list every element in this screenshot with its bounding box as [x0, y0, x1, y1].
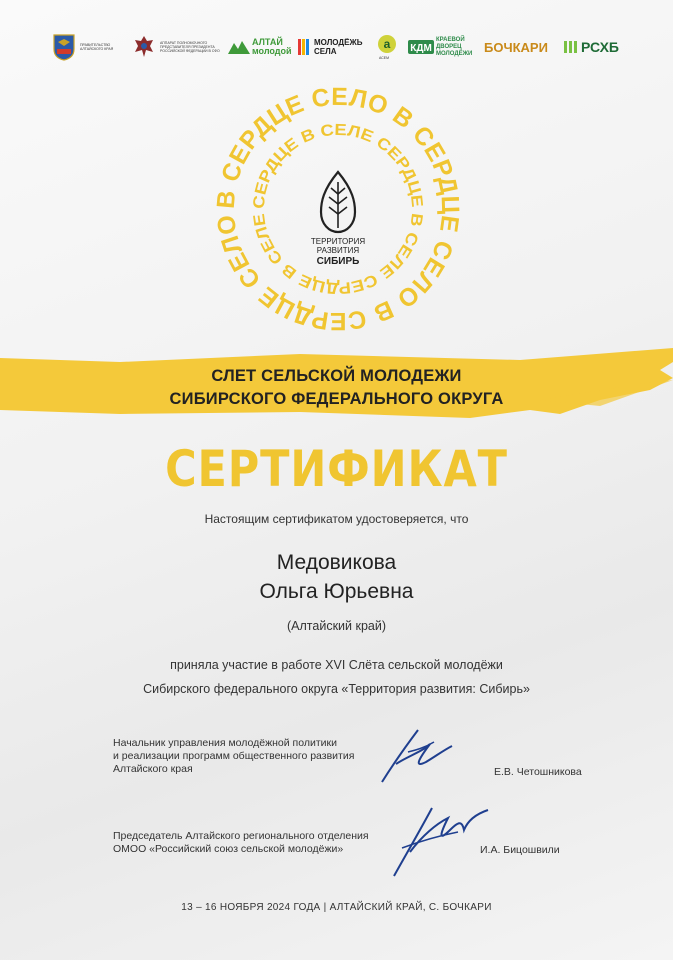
- altai-government-caption: ПРАВИТЕЛЬСТВО АЛТАЙСКОГО КРАЯ: [80, 43, 114, 51]
- plenipotentiary-emblem: [132, 30, 222, 64]
- recipient-surname: Медовикова: [276, 551, 397, 574]
- certificate-subtitle: Настоящим сертификатом удостоверяется, что: [204, 512, 469, 526]
- center-caption-line3: СИБИРЬ: [316, 256, 360, 267]
- recipient-given-names: Ольга Юрьевна: [259, 580, 414, 603]
- participation-line2: Сибирского федерального округа «Территория развития: Сибирь»: [143, 682, 530, 696]
- center-caption-line2: РАЗВИТИЯ: [316, 246, 360, 255]
- signatory-1-title-line1: Начальник управления молодёжной политики: [113, 737, 337, 749]
- rshb-logo: [564, 30, 619, 64]
- signature-1: [378, 726, 458, 786]
- signatory-2-title-line1: Председатель Алтайского регионального отделения: [113, 830, 369, 842]
- a-logo: [376, 30, 398, 64]
- altai-emblem: [52, 30, 128, 64]
- recipient-region: (Алтайский край): [287, 619, 386, 633]
- center-caption-line1: ТЕРРИТОРИЯ: [310, 237, 366, 246]
- rshb-bars-icon: [564, 40, 578, 54]
- bochkari-text: БОЧКАРИ: [484, 39, 548, 55]
- altai-youth-logo: [228, 30, 292, 64]
- youth-village-icon: [297, 37, 311, 57]
- signatory-1-title: [113, 737, 354, 776]
- youth-village-logo: [297, 30, 364, 64]
- certificate-title: СЕРТИФИКАТ: [165, 440, 508, 498]
- svg-text:a: a: [383, 37, 391, 51]
- a-logo-caption: АСЕМ: [379, 56, 390, 60]
- kdm-logo: [408, 30, 478, 64]
- signatory-1-title-line2: и реализации программ общественного развития: [113, 750, 355, 762]
- participation-line1: приняла участие в работе XVI Слёта сельской молодёжи: [170, 658, 503, 672]
- wheat-drop-icon: [321, 172, 355, 232]
- kdm-text: КРАЕВОЙ ДВОРЕЦ МОЛОДЁЖИ: [436, 36, 473, 57]
- rshb-text: РСХБ: [581, 39, 619, 55]
- event-title-line2: СИБИРСКОГО ФЕДЕРАЛЬНОГО ОКРУГА: [169, 390, 504, 408]
- partner-logos: [50, 30, 640, 64]
- signatory-2-name: И.А. Бицошвили: [480, 844, 560, 856]
- ring-inner-text: СЕРДЦЕ В СЕЛЕ СЕРДЦЕ В СЕЛЕ СЕРДЦЕ В СЕЛЕ: [250, 121, 426, 297]
- bochkari-logo: [484, 30, 548, 64]
- signatory-2-title: [113, 830, 369, 856]
- ring-outer-text: В СЕРДЦЕ СЕЛО В СЕРДЦЕ СЕЛО В СЕРДЦЕ СЕЛО: [211, 82, 465, 336]
- signatory-1-title-line3: Алтайского края: [113, 763, 193, 775]
- double-eagle-icon: [132, 33, 156, 61]
- altai-youth-text: АЛТАЙ молодой: [252, 37, 292, 56]
- altai-emblem-icon: [52, 33, 76, 61]
- signatory-2-title-line2: ОМОО «Российский союз сельской молодёжи»: [113, 843, 344, 855]
- signature-2: [388, 800, 498, 880]
- youth-village-text: МОЛОДЁЖЬ СЕЛА: [314, 38, 363, 56]
- heart-of-village-ring: [211, 82, 465, 336]
- mountains-icon: [228, 39, 250, 55]
- svg-text:КДМ: КДМ: [410, 43, 432, 54]
- plenipotentiary-caption: АППАРАТ ПОЛНОМОЧНОГО ПРЕДСТАВИТЕЛЯ ПРЕЗИДЕНТА РОССИЙСКОЙ ФЕДЕРАЦИИ В СФО: [160, 41, 220, 53]
- event-title-line1: СЛЕТ СЕЛЬСКОЙ МОЛОДЕЖИ: [211, 367, 462, 385]
- event-date-location: 13 – 16 НОЯБРЯ 2024 ГОДА | АЛТАЙСКИЙ КРАЙ, С. БОЧКАРИ: [181, 902, 492, 913]
- signatory-1-name: Е.В. Четошникова: [494, 766, 582, 778]
- kdm-icon: [408, 39, 434, 55]
